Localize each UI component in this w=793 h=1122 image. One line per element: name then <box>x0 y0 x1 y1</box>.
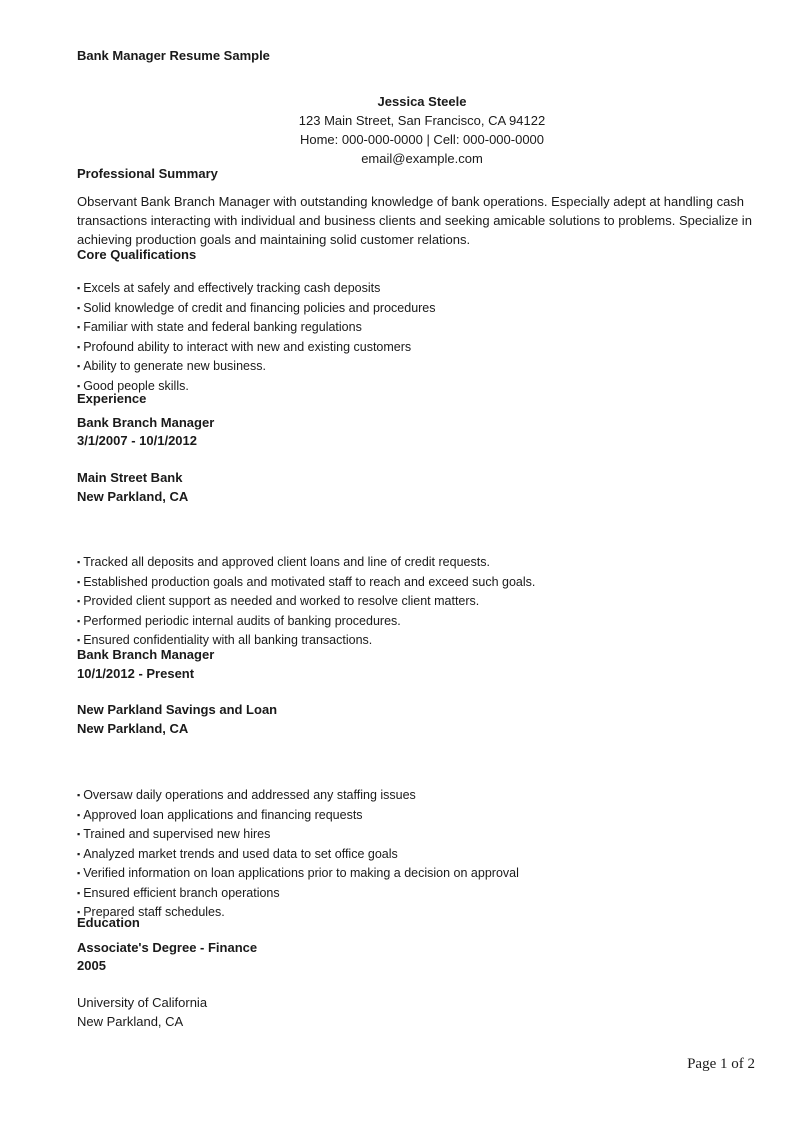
job-location: New Parkland, CA <box>77 721 189 736</box>
list-item: ▪ Ensured confidentiality with all banking transactions. <box>77 631 767 651</box>
education-heading: Education <box>77 915 140 930</box>
list-item: ▪ Prepared staff schedules. <box>77 903 767 923</box>
list-item: ▪ Trained and supervised new hires <box>77 825 767 845</box>
education-year: 2005 <box>77 958 106 973</box>
summary-text <box>77 192 777 249</box>
contact-address: 123 Main Street, San Francisco, CA 94122 <box>298 113 546 128</box>
list-item: ▪ Oversaw daily operations and addressed any staffing issues <box>77 786 767 806</box>
list-item: ▪ Performed periodic internal audits of banking procedures. <box>77 612 767 632</box>
candidate-name: Jessica Steele <box>377 94 467 109</box>
list-item: ▪ Tracked all deposits and approved client loans and line of credit requests. <box>77 553 767 573</box>
list-item: ▪ Good people skills. <box>77 377 767 397</box>
summary-line: achieving production goals and maintaining solid customer relations. <box>77 232 471 247</box>
list-item: ▪ Solid knowledge of credit and financing policies and procedures <box>77 299 767 319</box>
page-number: Page 1 of 2 <box>687 1056 755 1072</box>
list-item: ▪ Provided client support as needed and worked to resolve client matters. <box>77 592 767 612</box>
job-company: Main Street Bank <box>77 470 183 485</box>
list-item: ▪ Established production goals and motivated staff to reach and exceed such goals. <box>77 573 767 593</box>
job-title: Bank Branch Manager <box>77 647 215 662</box>
job-location: New Parkland, CA <box>77 489 189 504</box>
list-item: ▪ Ability to generate new business. <box>77 357 767 377</box>
summary-line: Observant Bank Branch Manager with outstanding knowledge of bank operations. Especially adept at handling cash <box>77 194 745 209</box>
job-duties-list <box>77 786 767 923</box>
qualifications-heading: Core Qualifications <box>77 247 197 262</box>
summary-line: transactions interacting with individual and business clients and seeking amicable solutions to problems. Specialize in <box>77 213 752 228</box>
list-item: ▪ Familiar with state and federal banking regulations <box>77 318 767 338</box>
list-item: ▪ Analyzed market trends and used data to set office goals <box>77 845 767 865</box>
job-dates: 3/1/2007 - 10/1/2012 <box>77 433 197 448</box>
list-item: ▪ Ensured efficient branch operations <box>77 884 767 904</box>
document-title: Bank Manager Resume Sample <box>77 48 270 63</box>
education-location: New Parkland, CA <box>77 1014 184 1029</box>
list-item: ▪ Excels at safely and effectively tracking cash deposits <box>77 279 767 299</box>
list-item: ▪ Verified information on loan applications prior to making a decision on approval <box>77 864 767 884</box>
list-item: ▪ Approved loan applications and financing requests <box>77 806 767 826</box>
list-item: ▪ Profound ability to interact with new and existing customers <box>77 338 767 358</box>
education-school: University of California <box>77 995 208 1010</box>
job-duties-list <box>77 553 767 651</box>
qualifications-list <box>77 279 767 396</box>
job-dates: 10/1/2012 - Present <box>77 666 195 681</box>
contact-phones: Home: 000-000-0000 | Cell: 000-000-0000 <box>299 132 545 147</box>
experience-heading: Experience <box>77 391 147 406</box>
summary-heading: Professional Summary <box>77 166 218 181</box>
job-company: New Parkland Savings and Loan <box>77 702 278 717</box>
contact-email: email@example.com <box>361 151 483 166</box>
job-title: Bank Branch Manager <box>77 415 215 430</box>
education-degree: Associate's Degree - Finance <box>77 940 258 955</box>
